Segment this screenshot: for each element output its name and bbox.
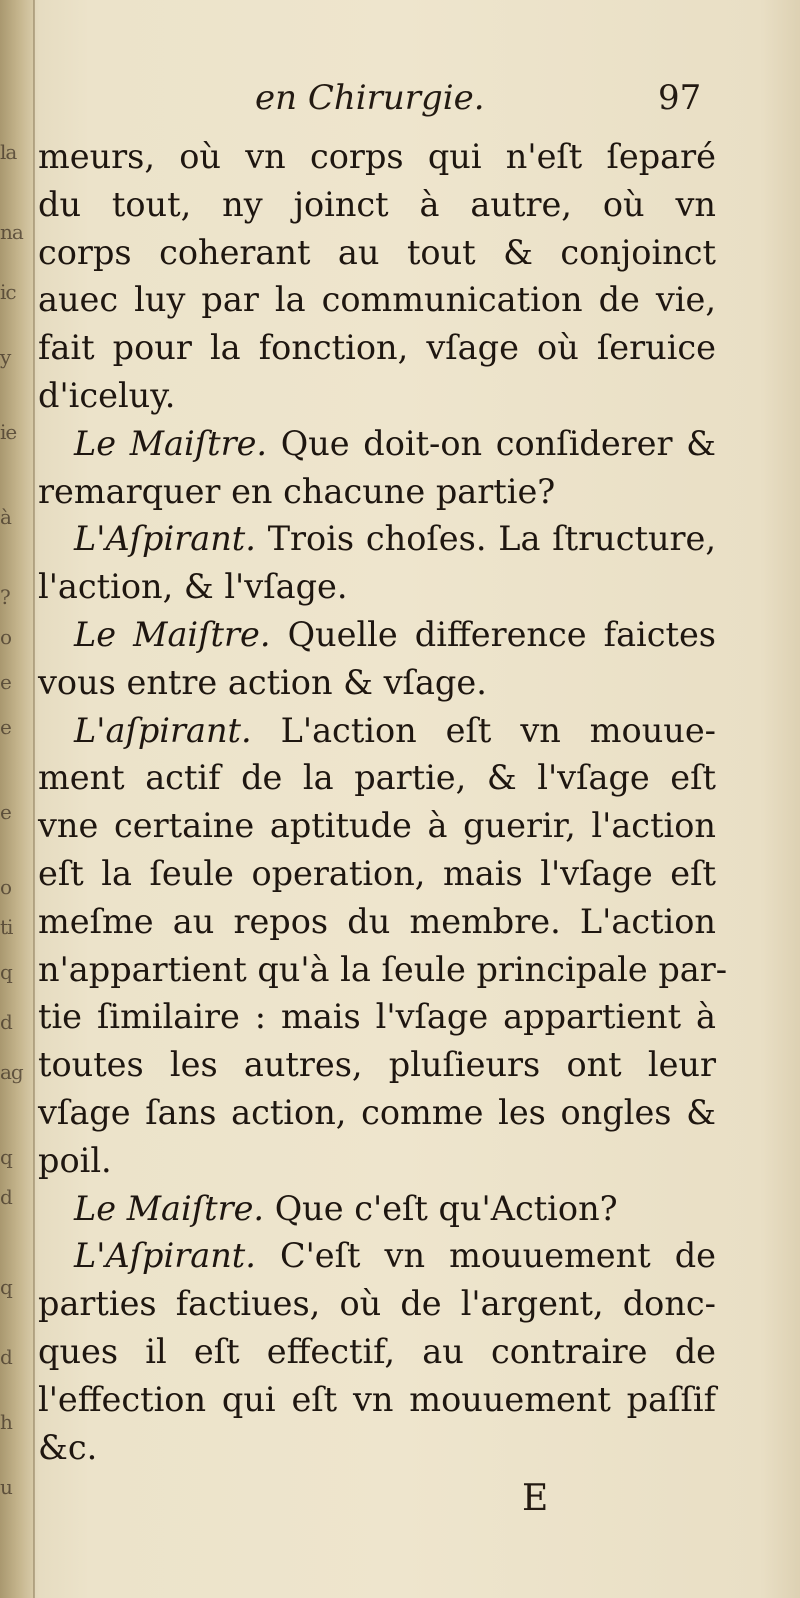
text-line [38,707,716,755]
text-line [38,898,716,946]
text-line [38,1424,716,1472]
line-text: d'iceluy. [38,375,176,415]
speaker-label: Le Maiſtre. [74,1188,265,1228]
speaker-label: L'aſpirant. [74,710,252,750]
speaker-label: Le Maiſtre. [74,423,268,463]
speaker-label: Le Maiſtre. [74,614,271,654]
text-line [38,946,728,994]
margin-bleed-fragment: ? [0,585,10,609]
text-line [38,181,716,229]
line-text: du tout, ny joinct à autre, où vn [38,184,716,224]
margin-bleed-fragment: h [0,1410,12,1434]
margin-bleed-fragment: ti [0,915,13,939]
text-line [38,468,716,516]
text-line [38,563,716,611]
signature-mark: E [522,1478,549,1519]
line-text: eſt la ſeule operation, mais l'vſage eſt [38,853,716,893]
page-number: 97 [658,78,702,118]
text-line [38,229,716,277]
line-text: Que doit-on conſiderer & [280,423,717,463]
line-text: n'appartient qu'à la ſeule principale par- [38,949,728,989]
page-header [0,78,800,128]
line-text: toutes les autres, pluſieurs ont leur [38,1045,716,1085]
text-line [38,659,716,707]
margin-bleed-fragment: y [0,345,11,369]
text-line [38,1280,716,1328]
text-line [38,515,716,563]
line-text: L'action eſt vn mouue- [280,710,716,750]
margin-bleed-fragment: à [0,505,11,529]
text-line [38,324,716,372]
text-line [38,754,716,802]
line-text: Quelle difference faictes [287,614,716,654]
text-line [38,1328,716,1376]
margin-bleed-fragment: ag [0,1060,23,1084]
line-text: ques il eſt effectif, au contraire de [38,1331,716,1371]
text-line [38,372,716,420]
line-text: vne certaine aptitude à guerir, l'action [38,806,716,846]
margin-bleed-fragment: d [0,1010,12,1034]
line-text: auec luy par la communication de vie, [38,280,716,320]
margin-bleed-fragment: ic [0,280,16,304]
margin-bleed-fragment: e [0,715,11,739]
margin-bleed-fragment: d [0,1345,12,1369]
margin-bleed-fragment: ie [0,420,17,444]
margin-bleed-fragment: q [0,960,12,984]
line-text: parties factiues, où de l'argent, donc- [38,1284,716,1324]
line-text: l'effection qui eſt vn mouuement paſſif [38,1379,716,1419]
gutter-fold-line [33,0,35,1598]
line-text: &c. [38,1427,98,1467]
line-text: Trois choſes. La ſtructure, [267,519,717,559]
line-text: meurs, où vn corps qui n'eſt ſeparé [38,137,716,176]
line-text: corps coherant au tout & conjoinct [38,232,716,272]
text-line [38,420,716,468]
text-line [38,1185,716,1233]
speaker-label: L'Aſpirant. [74,1236,256,1276]
text-line [38,1232,716,1280]
margin-bleed-fragment: q [0,1275,12,1299]
text-line [38,611,716,659]
text-line [38,802,716,850]
margin-bleed-fragment: o [0,625,12,649]
margin-bleed-fragment: o [0,875,12,899]
margin-bleed-fragment: q [0,1145,12,1169]
text-line [38,1137,716,1185]
line-text: remarquer en chacune partie? [38,471,556,511]
text-line [38,993,716,1041]
margin-bleed-fragment: e [0,670,11,694]
line-text: Que c'eſt qu'Action? [274,1188,618,1228]
line-text: fait pour la fonction, vſage où ſeruice [38,328,716,368]
margin-bleed-fragment: la [0,140,17,164]
text-line [38,276,716,324]
text-line [38,1376,716,1424]
margin-bleed-fragment: na [0,220,23,244]
line-text: tie ſimilaire : mais l'vſage appartient à [38,997,716,1037]
text-line [38,133,716,181]
margin-bleed-fragment: e [0,800,11,824]
speaker-label: L'Aſpirant. [74,519,256,559]
line-text: l'action, & l'vſage. [38,567,348,607]
line-text: vous entre action & vſage. [38,662,487,702]
line-text: meſme au repos du membre. L'action [38,901,716,941]
text-line [38,1089,716,1137]
line-text: ment actif de la partie, & l'vſage eſt [38,758,716,798]
line-text: vſage ſans action, comme les ongles & [38,1092,716,1132]
running-title: en Chirurgie. [255,78,485,118]
margin-bleed-fragment: d [0,1185,12,1209]
text-line [38,850,716,898]
body-text [38,133,728,1471]
line-text: poil. [38,1140,112,1180]
margin-bleed-fragment: u [0,1475,12,1499]
text-line [38,1041,716,1089]
line-text: C'eſt vn mouuement de [279,1236,716,1276]
